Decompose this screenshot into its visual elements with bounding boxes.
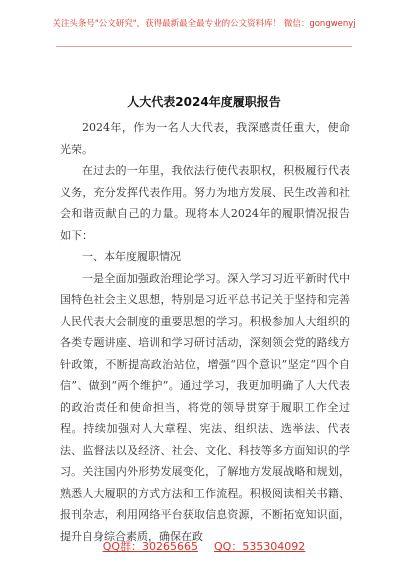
document-title: 人大代表2024年度履职报告 [127, 95, 281, 109]
header-divider [56, 46, 352, 47]
paragraph-opening: 2024年，作为一名人大代表，我深感责任重大，使命光荣。 [60, 121, 350, 156]
document-body [60, 117, 350, 547]
paragraph-intro: 在过去的一年里，我依法行使代表职权，积极履行代表义务，充分发挥代表作用。努力为地方发展、民生改善和社会和谐贡献自己的力量。现将本人2024年的履职情况报告如下： [60, 164, 350, 242]
section-heading: 一、本年度履职情况 [82, 250, 181, 263]
promo-header [0, 0, 408, 46]
qq-contact-link[interactable]: QQ：535304092 [214, 540, 306, 553]
promo-notice: 关注头条号"公文研究"，获得最新最全最专业的公文资料库！ 微信：gongwenyj [52, 19, 356, 29]
contact-footer [0, 538, 408, 554]
paragraph-study: 一是全面加强政治理论学习。深入学习习近平新时代中国特色社会主义思想，特别是习近平总书记关于坚持和完善人民代表大会制度的重要思想的学习。积极参加人大组织的各类专题讲座、培训和学习研讨活动，深刻领会党的路线方针政策，不断提高政治站位，增强“四个意识”坚定“四个自信”、做到“两个维护”。通过学习，我更加明确了人大代表的政治责任和使命担当，将党的领导贯穿于履职工作全过程。持续加强对人大章程、宪法、组织法、选举法、代表法、监督法以及经济、社会、文化、科技等多方面知识的学习。关注国内外形势发展变化，了解地方发展战略和规划，熟悉人大履职的方式方法和工作流程。积极阅读相关书籍、报刊杂志，利用网络平台获取信息资源，不断拓宽知识面，提升自身综合素质，确保在政 [60, 271, 350, 543]
qq-group-link[interactable]: QQ群：30265665 [102, 540, 198, 553]
